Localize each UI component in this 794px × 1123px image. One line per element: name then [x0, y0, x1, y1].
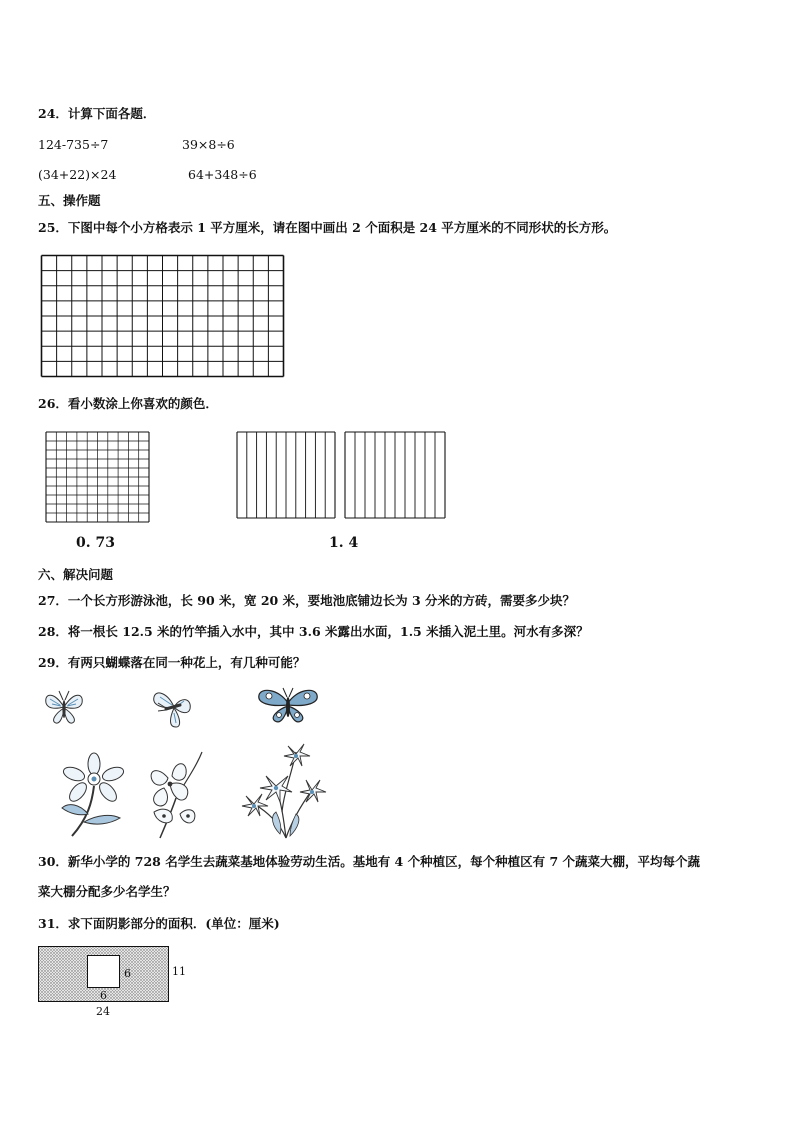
flower-2-icon: [142, 748, 214, 840]
q31-text: 31．求下面阴影部分的面积．(单位：厘米): [38, 916, 280, 931]
section-6-title: 六、解决问题: [38, 567, 114, 582]
q31-outer-height: 11: [172, 965, 186, 978]
butterfly-2-icon: [146, 685, 198, 731]
q24-expr-4: 64+348÷6: [188, 167, 257, 182]
q29-text: 29．有两只蝴蝶落在同一种花上，有几种可能？: [38, 655, 306, 670]
q24-title: 24．计算下面各题．: [38, 106, 156, 121]
q30-text-line-2: 菜大棚分配多少名学生？: [38, 884, 176, 899]
q31-inner-width: 6: [100, 989, 107, 1002]
q25-grid: [40, 254, 285, 378]
q26-label-a: 0. 73: [76, 535, 115, 551]
flower-1-icon: [58, 752, 132, 840]
q25-text: 25．下图中每个小方格表示 1 平方厘米，请在图中画出 2 个面积是 24 平方厘米的不同形状的长方形。: [38, 220, 617, 235]
butterfly-3-icon: [255, 685, 321, 727]
q31-inner-height: 6: [124, 967, 131, 980]
flower-3-icon: [236, 742, 330, 840]
q30-text-line-1: 30．新华小学的 728 名学生去蔬菜基地体验劳动生活。基地有 4 个种植区，每个种植区有 7 个蔬菜大棚，平均每个蔬: [38, 854, 700, 869]
tenths-strips-1: [236, 431, 336, 519]
q27-text: 27．一个长方形游泳池，长 90 米，宽 20 米，要地池底铺边长为 3 分米的方砖，需要多少块？: [38, 593, 575, 608]
q28-text: 28．将一根长 12.5 米的竹竿插入水中，其中 3.6 米露出水面，1.5 米插入泥土里。河水有多深？: [38, 624, 589, 639]
section-5-title: 五、操作题: [38, 193, 101, 208]
q31-outer-width: 24: [96, 1005, 110, 1018]
hundredths-grid: [45, 431, 150, 523]
q26-text: 26．看小数涂上你喜欢的颜色．: [38, 396, 218, 411]
tenths-strips-2: [344, 431, 446, 519]
q24-expr-1: 124-735÷7: [38, 137, 109, 152]
q24-expr-2: 39×8÷6: [182, 137, 235, 152]
q26-label-b: 1. 4: [329, 535, 359, 551]
butterfly-1-icon: [40, 685, 88, 729]
q24-expr-3: (34+22)×24: [38, 167, 117, 182]
